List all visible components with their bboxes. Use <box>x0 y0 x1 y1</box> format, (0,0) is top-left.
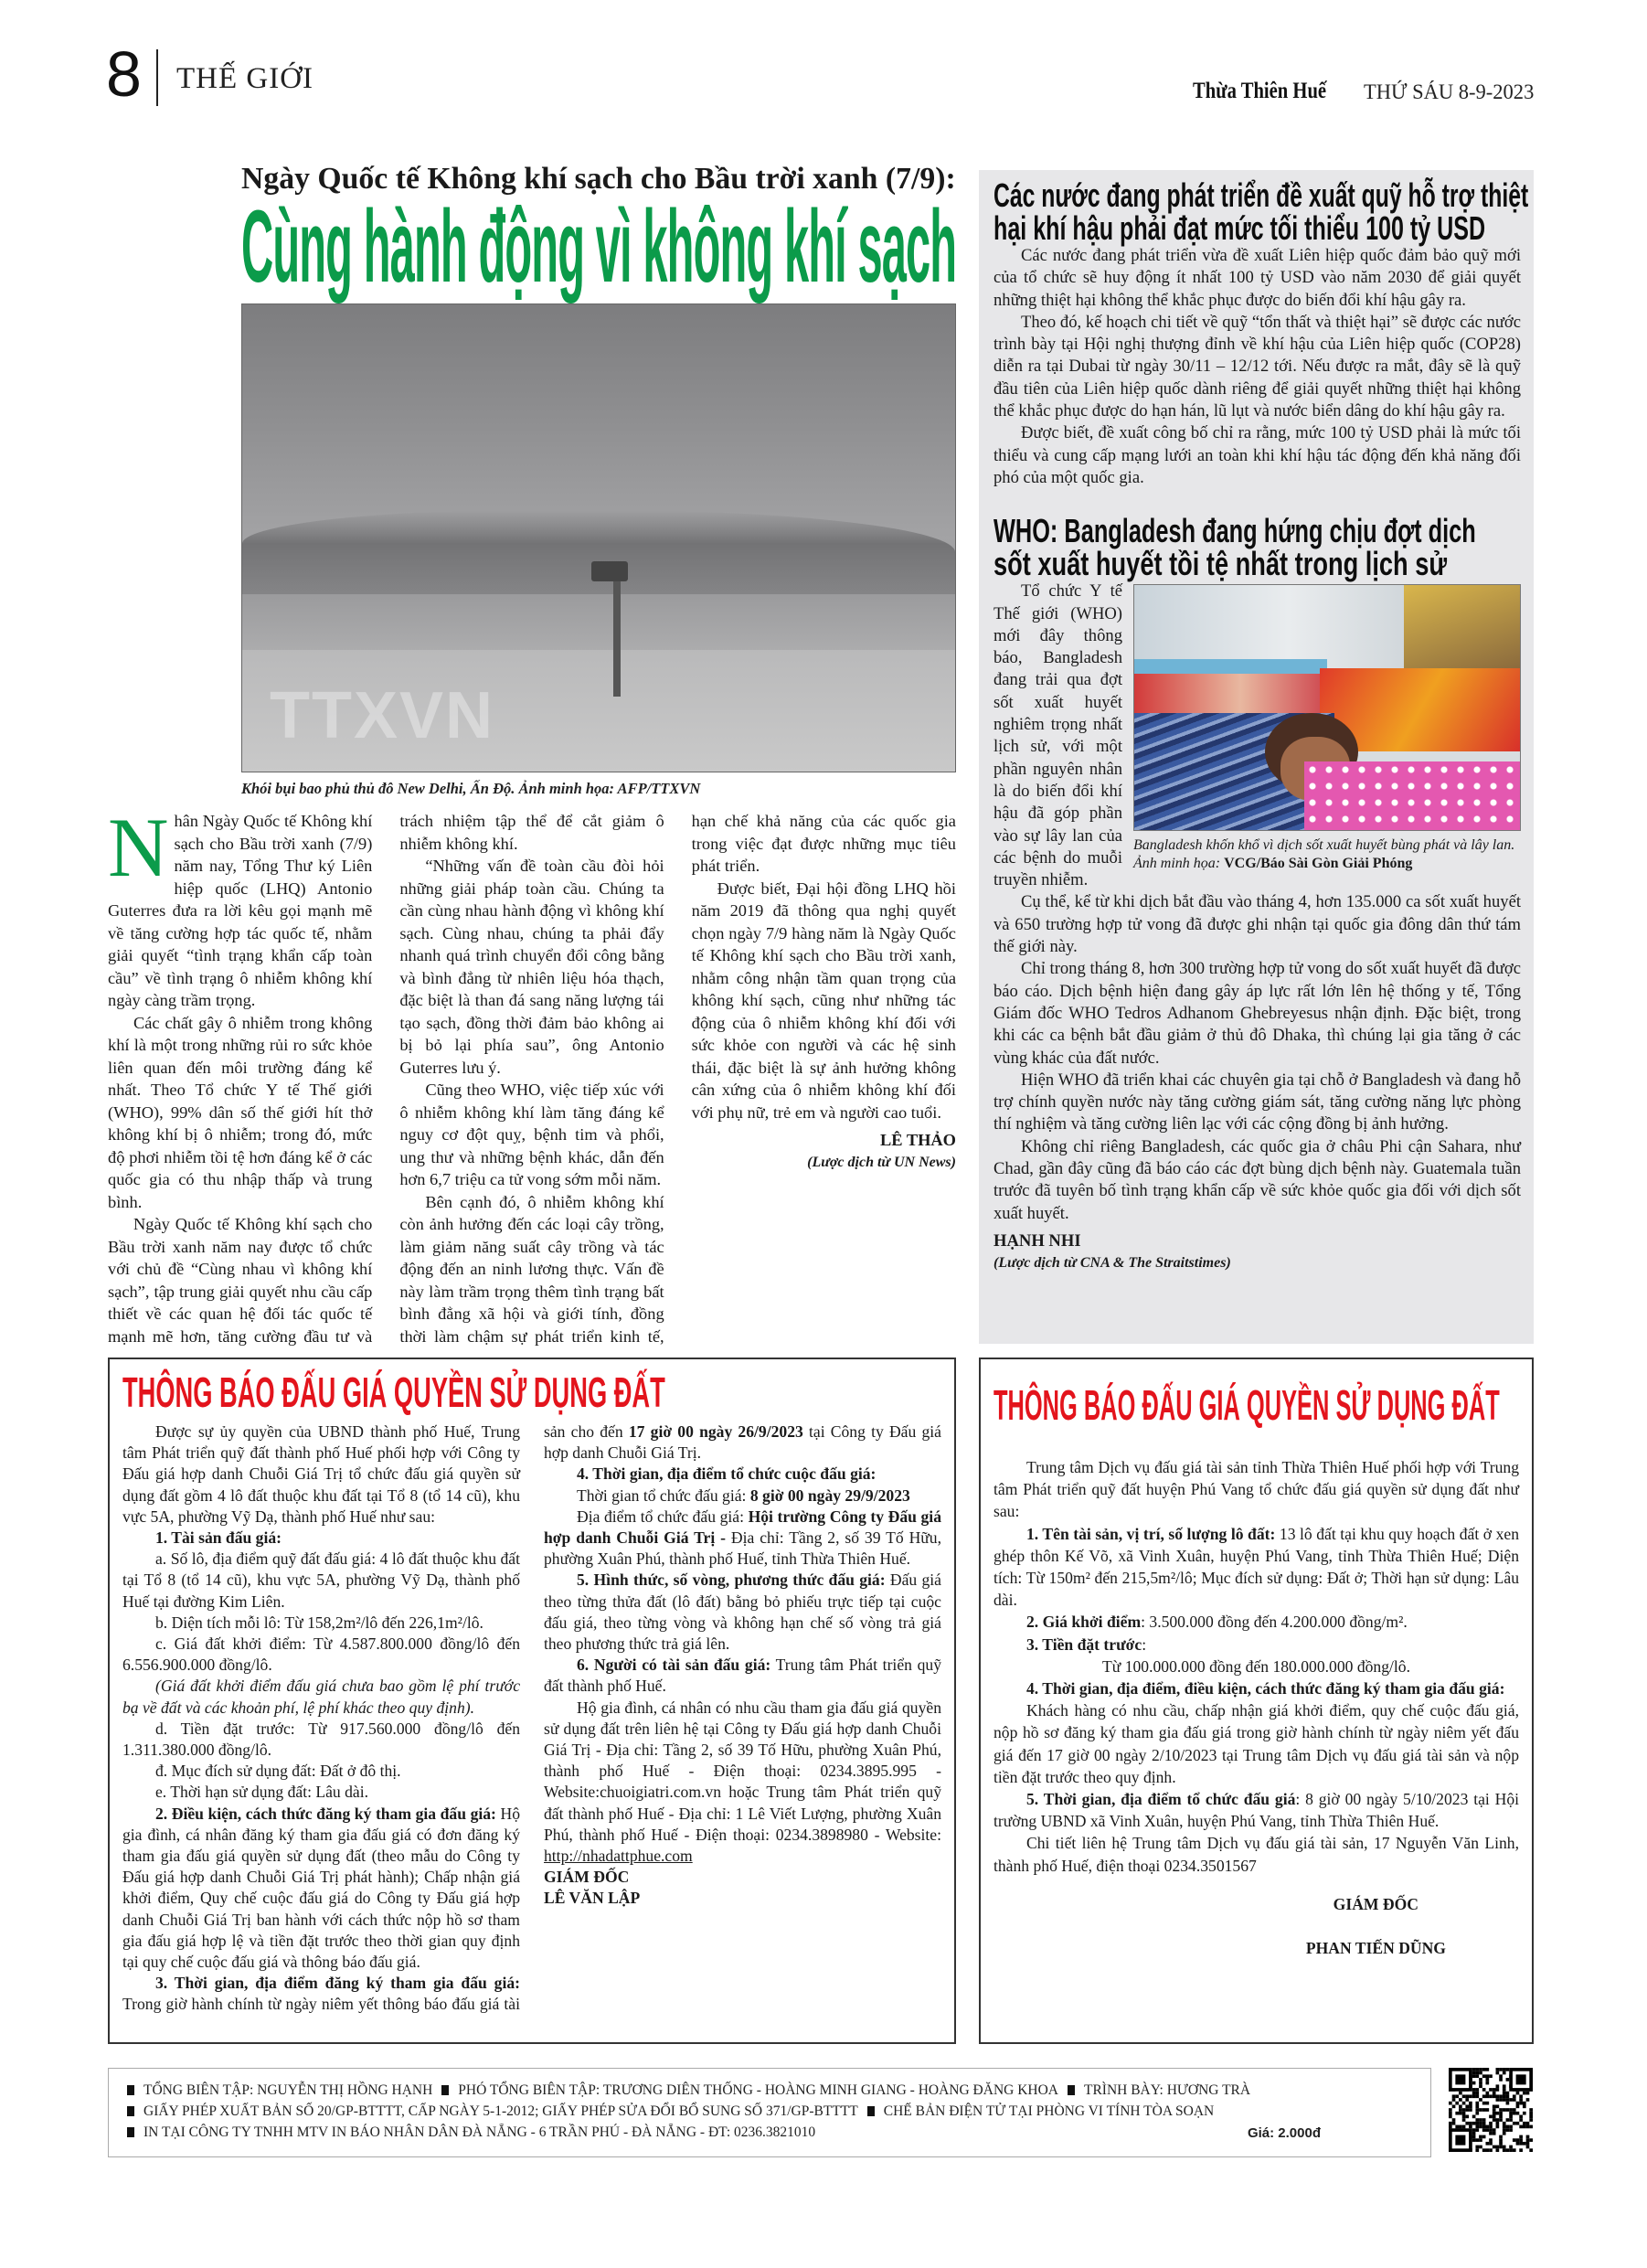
text-run: Tổ chức Y tế Thế giới (WHO) mới đây thông báo, Bangladesh đang trải qua đợt sốt xuất huyết nghiêm trọng nhất lịch sử, với một phần nguyên nhân là do biến đổi khí hậu đã góp phần vào sự lây lan của các bệnh do muỗi truyền nhiễm. <box>994 581 1122 890</box>
article-author: LÊ THẢO <box>880 1131 956 1149</box>
bullet-icon <box>127 2106 134 2116</box>
text-run: 5. Thời gian, địa điểm tổ chức đấu giá <box>1026 1790 1296 1809</box>
text-run: Cụ thể, kể từ khi dịch bắt đầu vào tháng 4, hơn 135.000 ca sốt xuất huyết và 650 trường hợp tử vong đã được ghi nhận tại quốc gia đông dân thứ tám thế giới này. <box>994 892 1521 957</box>
text-run: Chi tiết liên hệ Trung tâm Dịch vụ đấu giá tài sản, 17 Nguyễn Văn Linh, thành phố Huế, điện thoại 0234.3501567 <box>994 1834 1519 1875</box>
text-run: 3. Tiền đặt trước <box>1026 1634 1142 1654</box>
imprint-line <box>127 2122 1412 2143</box>
text-run: 6. Người có tài sản đấu giá: <box>577 1656 771 1675</box>
photo-traffic-pole <box>613 575 621 697</box>
text-run: (Giá đất khởi điểm đấu giá chưa bao gồm lệ phí trước bạ về đất và các khoản phí, lệ phí khác theo quy định). <box>122 1677 520 1717</box>
text-run: : 8 giờ 00 ngày 5/10/2023 tại Hội trường UBND xã Vinh Xuân, huyện Phú Vang, tỉnh Thừa Thiên Huế. <box>994 1790 1520 1831</box>
paragraph <box>994 1634 1519 1656</box>
paragraph <box>994 1699 1519 1788</box>
paragraph <box>544 1464 941 1485</box>
text-run: Hiện WHO đã triển khai các chuyên gia tại chỗ ở Bangladesh và đang hỗ trợ chính quyền nước này tăng cường giám sát, tăng cường năng lực phòng thí nghiệm và tăng cường liên lạc với các cộng đồng bị ảnh hưởng. <box>994 1070 1521 1134</box>
page-number: 8 <box>106 38 142 110</box>
text-run: Được sự ủy quyền của UBND thành phố Huế, Trung tâm Phát triển quỹ đất thành phố Huế phối hợp với Công ty Đấu giá hợp danh Chuỗi Giá Trị tổ chức đấu giá quyền sử dụng đất gồm 4 lô đất thuộc khu đất tại Tổ 8 (tổ 14 cũ), khu vực 5A, phường Vỹ Dạ, thành phố Huế như sau: <box>122 1422 520 1526</box>
imprint-line <box>127 2080 1412 2101</box>
sidebar-author: HẠNH NHI <box>994 1230 1081 1251</box>
paragraph <box>544 1655 941 1697</box>
text-run: Địa điểm tổ chức đấu giá: <box>577 1507 749 1526</box>
text-run: 2. Giá khởi điểm <box>1026 1613 1142 1632</box>
bangladesh-figure <box>1133 584 1521 873</box>
imprint-item: TRÌNH BÀY: HƯƠNG TRÀ <box>1083 2082 1251 2098</box>
text-run: Địa chỉ: Tầng 2, số 39 Tố Hữu, phường Xuân Phú, thành phố Huế, tỉnh Thừa Thiên Huế. <box>544 1528 942 1569</box>
auction-notice-title: THÔNG BÁO ĐẤU GIÁ QUYỀN SỬ DỤNG ĐẤT <box>122 1368 665 1416</box>
text-run: d. Tiền đặt trước: Từ 917.560.000 đồng/lô đến 1.311.380.000 đồng/lô. <box>122 1719 520 1760</box>
paragraph <box>544 1698 941 1868</box>
paragraph <box>994 245 1521 312</box>
paragraph <box>399 1079 664 1191</box>
paragraph <box>994 958 1521 1069</box>
paragraph <box>994 1456 1519 1523</box>
paragraph <box>994 1611 1519 1633</box>
imprint-item: IN TẠI CÔNG TY TNHH MTV IN BÁO NHÂN DÂN ĐÀ NẴNG - 6 TRẦN PHÚ - ĐÀ NẴNG - ĐT: 0236.3821010 <box>143 2124 816 2140</box>
text-run: Cũng theo WHO, việc tiếp xúc với ô nhiễm không khí làm tăng đáng kể nguy cơ đột quỵ, bệnh tim và phổi, ung thư và những bệnh khác, dẫn đến hơn 6,7 triệu ca tử vong sớm mỗi năm. <box>399 1081 664 1188</box>
imprint-footer <box>108 2068 1431 2157</box>
paragraph <box>994 1136 1521 1225</box>
text-run: Trong giờ hành chính từ ngày niêm yết thông báo đấu giá tài sản cho đến <box>122 1422 629 2014</box>
paragraph <box>994 1832 1519 1876</box>
signer-name: LÊ VĂN LẬP <box>544 1889 641 1908</box>
text-run: 5. Hình thức, số vòng, phương thức đấu giá: <box>577 1571 886 1590</box>
paragraph <box>544 1485 941 1507</box>
text-run: 1. Tên tài sản, vị trí, số lượng lô đất: <box>1026 1524 1276 1543</box>
signer-title: GIÁM ĐỐC <box>1333 1894 1419 1913</box>
text-run: Được biết, Đại hội đồng LHQ hồi năm 2019 đã thông qua nghị quyết chọn ngày 7/9 hàng năm là Ngày Quốc tế Không khí sạch cho Bầu trời xanh, nhằm công nhận tầm quan trọng của không khí sạch, cũng như những tác động của ô nhiễm không khí đối với sức khỏe con người và các hệ sinh thái, đặc biệt là sự ảnh hưởng không cân xứng của ô nhiễm không khí đối với phụ nữ, trẻ em và người cao tuổi. <box>691 878 956 1122</box>
text-run: Được biết, đề xuất công bố chỉ ra rằng, mức 100 tỷ USD phải là mức tối thiểu và cung cấp mạng lưới an toàn khi khí hậu tác động đến khả năng đối phó của một quốc gia. <box>994 423 1521 487</box>
text-run: 2. Điều kiện, cách thức đăng ký tham gia đấu giá: <box>155 1804 496 1823</box>
paragraph <box>994 1523 1519 1612</box>
paragraph <box>994 312 1521 422</box>
text-run: Chỉ trong tháng 8, hơn 300 trường hợp tử vong do sốt xuất huyết đã được báo cáo. Dịch bệnh hiện đang gây áp lực rất lớn lên hệ thống y tế, Tổng Giám đốc WHO Tedros Adhanom Ghebreyesus nhận định. Đặc biệt, trong khi các ca bệnh bắt đầu giảm ở thủ đô Dhaka, thì chúng lại gia tăng ở các vùng khác của đất nước. <box>994 959 1521 1068</box>
auction-notice-phu-vang <box>979 1358 1534 2044</box>
sidebar-article1-title <box>994 176 1529 247</box>
paragraph <box>122 1634 520 1676</box>
paragraph <box>108 801 373 1012</box>
paragraph <box>122 1421 520 1528</box>
text-run: Bên cạnh đó, ô nhiễm không khí còn ảnh hưởng đến các loại cây trồng, làm giảm năng suất cây trồng và tác động đến an ninh lương thực. Vấn đề này làm trầm trọng thêm tình trạng bất bình đẳng xã hội và giới tính, đồng thời làm chậm sự phát triển kinh tế, hạn chế khả năng của các quốc gia trong việc đạt được những mục tiêu phát triển. <box>399 812 956 1346</box>
paragraph <box>108 1012 372 1214</box>
bullet-icon <box>867 2106 875 2116</box>
text-run: 1. Tài sản đấu giá: <box>155 1528 282 1548</box>
text-run: Thời gian tổ chức đấu giá: <box>577 1485 750 1505</box>
text-run: Từ 100.000.000 đồng đến 180.000.000 đồng/lô. <box>1102 1656 1410 1676</box>
paragraph <box>122 1782 520 1803</box>
qr-code-icon[interactable] <box>1449 2068 1533 2152</box>
paragraph <box>122 1676 520 1718</box>
paragraph <box>544 1570 941 1655</box>
paragraph <box>122 1528 520 1549</box>
text-run: Các nước đang phát triển vừa đề xuất Liên hiệp quốc đảm bảo quỹ mới của tổ chức sẽ huy động ít nhất 100 tỷ USD vào năm 2030 để giải quyết những thiệt hại không thể khắc phục được do biến đổi khí hậu gây ra. <box>994 246 1521 310</box>
issue-date: THỨ SÁU 8-9-2023 <box>1364 80 1535 103</box>
text-run: Các chất gây ô nhiễm trong không khí là một trong những rủi ro sức khỏe liên quan đến môi trường đáng kể nhất. Theo Tổ chức Y tế Thế giới (WHO), 99% dân số thế giới hít thở không khí bị ô nhiễm; trong đó, mức độ phơi nhiễm tồi tệ hơn đáng kể ở các quốc gia có thu nhập thấp và trung bình. <box>108 1013 373 1211</box>
bangladesh-photo-caption: Bangladesh khốn khổ vì dịch sốt xuất huyết bùng phát và lây lan. Ảnh minh họa: VCG/Báo Sài Gòn Giải Phóng <box>1133 837 1515 872</box>
text-run: tại Công ty Đấu giá hợp danh Chuỗi Giá Trị. <box>544 1422 941 1463</box>
imprint-line <box>127 2101 1412 2122</box>
paragraph <box>122 1613 520 1634</box>
bullet-icon <box>1068 2085 1075 2095</box>
title-line: hại khí hậu phải đạt mức tối thiểu 100 tỷ USD <box>994 209 1486 247</box>
sidebar-article1-body <box>994 245 1521 489</box>
paragraph <box>994 891 1521 958</box>
text-run: Hội trường Công ty Đấu giá hợp danh Chuỗi Giá Trị - <box>544 1507 941 1548</box>
bangladesh-hospital-photo <box>1133 584 1521 831</box>
paragraph <box>994 1656 1519 1677</box>
photo-traffic-signal <box>591 561 628 581</box>
text-run: : 3.500.000 đồng đến 4.200.000 đồng/m². <box>1141 1613 1408 1632</box>
paragraph <box>994 1788 1519 1832</box>
paragraph <box>399 855 664 1079</box>
text-run: 17 giờ 00 ngày 26/9/2023 <box>628 1422 803 1441</box>
title-line: Các nước đang phát triển đề xuất quỹ hỗ trợ thiệt <box>994 176 1529 214</box>
section-title: THẾ GIỚI <box>176 62 314 95</box>
title-line: sốt xuất huyết tồi tệ nhất trong lịch sử <box>994 545 1448 583</box>
article-body <box>108 801 956 1349</box>
paragraph <box>122 1549 520 1613</box>
imprint-item: CHẾ BẢN ĐIỆN TỬ TẠI PHÒNG VI TÍNH TÒA SOẠN <box>883 2103 1215 2119</box>
text-run: c. Giá đất khởi điểm: Từ 4.587.800.000 đồng/lô đến 6.556.900.000 đồng/lô. <box>122 1634 520 1675</box>
article-headline: Cùng hành động vì không khí sạch <box>241 189 957 303</box>
bullet-icon <box>127 2127 134 2137</box>
paragraph <box>994 1070 1521 1136</box>
paragraph <box>122 1719 520 1761</box>
text-run: “Những vấn đề toàn cầu đòi hỏi những giải pháp toàn cầu. Chúng ta cần cùng nhau hành động vì không khí sạch. Cùng nhau, chúng ta phải đẩy nhanh quá trình chuyển đổi công bằng và bình đẳng từ nhiên liệu hóa thạch, đặc biệt là than đá sang năng lượng tái tạo sạch, đồng thời đảm bảo không ai bị bỏ lại phía sau”, ông Antonio Guterres lưu ý. <box>399 857 664 1077</box>
text-run: Theo đó, kế hoạch chi tiết về quỹ “tổn thất và thiệt hại” sẽ được các nước trình bày tại Hội nghị thượng đỉnh về khí hậu của Liên hiệp quốc (COP28) diễn ra tại Dubai từ ngày 30/11 – 12/12 tới. Nếu được ra mắt, đây sẽ là quỹ đầu tiên của Liên hiệp quốc dành riêng để giải quyết những thiệt hại không thể khắc phục được do hạn hán, lũ lụt và nước biển dâng do khí hậu gây ra. <box>994 312 1521 421</box>
text-run: Đấu giá theo từng thửa đất (lô đất) bằng bỏ phiếu trực tiếp tại cuộc đấu giá, theo từng vòng và không hạn chế số vòng trả giá theo phương thức trả giá lên. <box>544 1571 941 1654</box>
header-divider <box>156 49 158 106</box>
text-run: Trung tâm Phát triển quỹ đất thành phố Huế. <box>544 1656 941 1696</box>
auction-notice-body <box>994 1456 1519 1877</box>
text-run: hân Ngày Quốc tế Không khí sạch cho Bầu trời xanh (7/9) năm nay, Tổng Thư ký Liên hiệp quốc (LHQ) Antonio Guterres đưa ra lời kêu gọi mạnh mẽ về tăng cường hợp tác quốc tế, nhằm giải quyết “tình trạng khẩn cấp toàn cầu” về tình trạng ô nhiễm không khí ngày càng trầm trọng. <box>108 812 373 1009</box>
text-run: e. Thời hạn sử dụng đất: Lâu dài. <box>155 1783 369 1802</box>
text-run: Trung tâm Dịch vụ đấu giá tài sản tỉnh Thừa Thiên Huế phối hợp với Trung tâm Phát triển quỹ đất huyện Phú Vang tổ chức đấu giá quyền sử dụng đất như sau: <box>994 1458 1519 1521</box>
auction-notice-title: THÔNG BÁO ĐẤU GIÁ QUYỀN SỬ DỤNG ĐẤT <box>994 1381 1500 1429</box>
title-line: WHO: Bangladesh đang hứng chịu đợt dịch <box>994 512 1476 550</box>
paragraph <box>544 1507 941 1571</box>
text-run: Hộ gia đình, cá nhân có nhu cầu tham gia đấu giá quyền sử dụng đất trên liên hệ tại Công ty Đấu giá hợp danh Chuỗi Giá Trị - Địa chỉ: Tầng 2, số 39 Tố Hữu, phường Xuân Phú, thành phố Huế - Điện thoại: 0234.3895.995 - Website:chuoigiatri.com.vn hoặc Trung tâm Phát triển quỹ đất thành phố Huế - Địa chỉ: 1 Lê Viết Lượng, phường Xuân Phú, thành phố Huế - Điện thoại: 0234.3898980 - Website: <box>544 1698 941 1844</box>
text-run: : <box>1142 1634 1147 1654</box>
paragraph <box>122 1761 520 1782</box>
drop-cap: N <box>108 801 169 894</box>
text-run: Ngày Quốc tế Không khí sạch cho Bầu trời xanh năm nay được tổ chức với chủ đề “Cùng nhau vì không khí sạch”, tập trung giải quyết nhu cầu cấp thiết về các quan hệ đối tác quốc tế mạnh mẽ hơn, tăng cường đầu tư và trách nhiệm tập thể để cắt giảm ô nhiễm không khí. <box>108 812 664 1346</box>
photo-watermark: TTXVN <box>270 679 495 752</box>
text-run: 13 lô đất tại khu quy hoạch đất ở xen ghép thôn Kế Võ, xã Vinh Xuân, huyện Phú Vang, tỉnh Thừa Thiên Huế; Diện tích: Từ 150m² đến 215,5m²/lô; Mục đích sử dụng: Đất ở; Thời hạn sử dụng: Lâu dài. <box>994 1524 1519 1610</box>
text-run: 4. Thời gian, địa điểm, điều kiện, cách thức đăng ký tham gia đấu giá: <box>1026 1679 1505 1698</box>
text-run: a. Số lô, địa điểm quỹ đất đấu giá: 4 lô đất thuộc khu đất tại Tổ 8 (tổ 14 cũ), khu vực 5A, phường Vỹ Dạ, thành phố Huế tại đường Kim Liên. <box>122 1549 520 1611</box>
text-run: đ. Mục đích sử dụng đất: Đất ở đô thị. <box>155 1762 401 1781</box>
paragraph <box>994 1677 1519 1699</box>
auction-notice-body <box>122 1421 941 2034</box>
new-delhi-smog-photo <box>241 303 956 772</box>
bullet-icon <box>127 2085 134 2095</box>
article-kicker: Ngày Quốc tế Không khí sạch cho Bầu trời xanh (7/9): <box>241 162 956 196</box>
text-run: 8 giờ 00 ngày 29/9/2023 <box>749 1485 910 1505</box>
article-source: (Lược dịch từ UN News) <box>807 1154 956 1170</box>
signer-title: GIÁM ĐỐC <box>544 1868 630 1887</box>
sidebar-article2-title <box>994 512 1521 583</box>
photo-caption: Khói bụi bao phủ thủ đô New Delhi, Ấn Độ. Ảnh minh họa: AFP/TTXVN <box>241 780 701 797</box>
paragraph <box>994 422 1521 489</box>
masthead: Thừa Thiên Huế <box>1193 79 1327 103</box>
sidebar-source: (Lược dịch từ CNA & The Straitstimes) <box>994 1255 1231 1272</box>
text-run: b. Diện tích mỗi lô: Từ 158,2m²/lô đến 226,1m²/lô. <box>155 1613 483 1632</box>
imprint-item: PHÓ TỔNG BIÊN TẬP: TRƯƠNG DIÊN THỐNG - HOÀNG MINH GIANG - HOÀNG ĐĂNG KHOA <box>458 2082 1058 2098</box>
website-link[interactable]: http://nhadattphue.com <box>544 1847 693 1866</box>
text-run: 4. Thời gian, địa điểm tổ chức cuộc đấu giá: <box>577 1464 877 1484</box>
signer-name: PHAN TIẾN DŨNG <box>1305 1939 1446 1958</box>
text-run: Hộ gia đình, cá nhân đăng ký tham gia đấu giá có đơn đăng ký tham gia đấu giá quyền sử dụng đất (theo mẫu do Công ty Đấu giá hợp danh Chuỗi Giá Trị phát hành); Chấp nhận giá khởi điểm, Quy chế cuộc đấu giá do Công ty Đấu giá hợp danh Chuỗi Giá Trị ban hành với cách thức nộp hồ sơ tham gia đấu giá hợp lệ và tiền đặt trước theo thời gian quy định tại quy chế cuộc đấu giá và thông báo đấu giá. <box>122 1804 520 1972</box>
paragraph <box>692 878 956 1124</box>
price-label: Giá: 2.000đ <box>1247 2125 1321 2141</box>
imprint-item: GIẤY PHÉP XUẤT BẢN SỐ 20/GP-BTTTT, CẤP NGÀY 5-1-2012; GIẤY PHÉP SỬA ĐỔI BỔ SUNG SỐ 371/GP-BTTTT <box>143 2103 858 2119</box>
text-run: 3. Thời gian, địa điểm đăng ký tham gia đấu giá: <box>155 1974 520 1993</box>
imprint-item: TỔNG BIÊN TẬP: NGUYỄN THỊ HỒNG HẠNH <box>143 2082 433 2098</box>
text-run: Khách hàng có nhu cầu, chấp nhận giá khởi điểm, quy chế cuộc đấu giá, nộp hồ sơ đăng ký tham gia đấu giá trong giờ hành chính từ ngày niêm yết đấu giá đến 17 giờ 00 ngày 2/10/2023 tại Trung tâm Dịch vụ đấu giá tài sản và nộp tiền đặt trước theo quy định. <box>994 1701 1519 1786</box>
bullet-icon <box>441 2085 449 2095</box>
paragraph <box>122 1804 520 1974</box>
auction-notice-hue-city <box>108 1358 956 2044</box>
world-news-sidebar <box>979 170 1534 1344</box>
text-run: Không chỉ riêng Bangladesh, các quốc gia ở châu Phi cận Sahara, như Chad, gần đây cũng đã báo cáo các đợt bùng dịch bệnh này. Guatemala tuần trước đã tuyên bố tình trạng khẩn cấp về sức khỏe quốc gia đối với dịch sốt xuất huyết. <box>994 1136 1521 1223</box>
